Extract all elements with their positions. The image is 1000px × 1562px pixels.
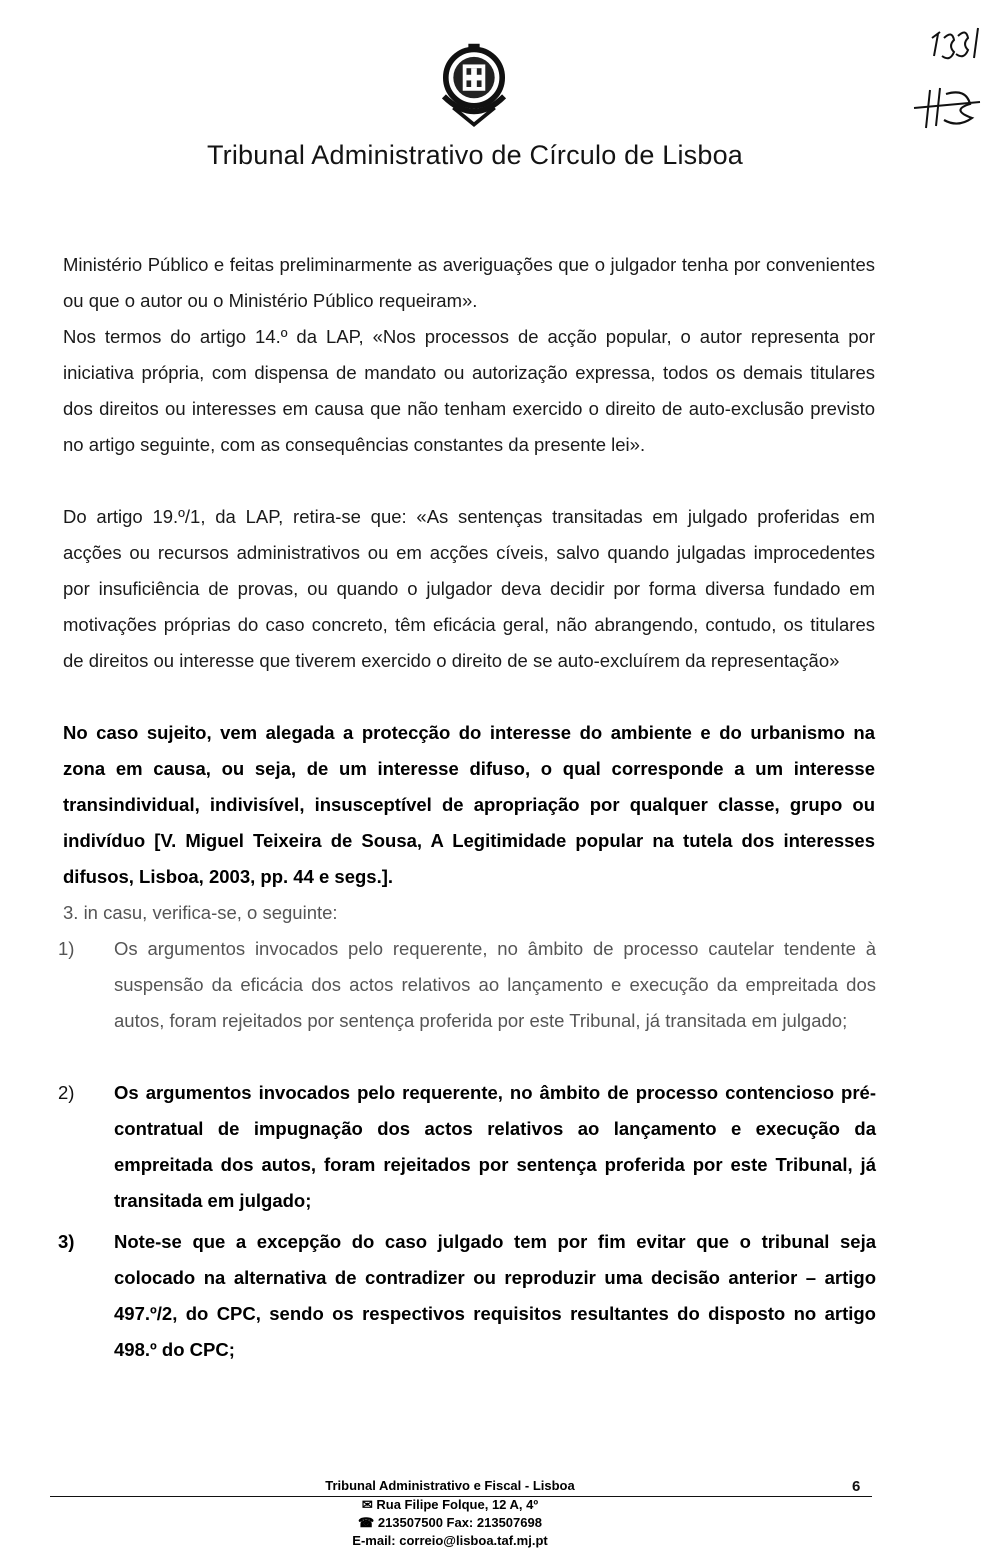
page-number: 6 [852,1478,861,1495]
list-item [58,931,876,1075]
paragraph: No caso sujeito, vem alegada a protecção do interesse do ambiente e do urbanismo na zona em causa, ou seja, de um interesse difuso, o qual corresponde a um interesse transindividual, indivisível, insusceptível de apropriação por qualquer classe, grupo ou indivíduo [V. Miguel Teixeira de Sousa, A Legitimidade popular na tutela dos interesses difusos, Lisboa, 2003, pp. 44 e segs.]. [63,722,875,887]
paragraph: Do artigo 19.º/1, da LAP, retira-se que: «As sentenças transitadas em julgado proferidas em acções ou recursos administrativos ou em acções cíveis, salvo quando julgadas improcedentes por insuficiência de provas, ou quando o julgador deva decidir por forma diversa fundado em motivações próprias do caso concreto, têm eficácia geral, não abrangendo, contudo, os titulares de direitos ou interesse que tiverem exercido o direito de se auto-excluírem da representação» [63,506,875,671]
list-text: Os argumentos invocados pelo requerente, no âmbito de processo contencioso pré-contratual de impugnação dos actos relativos ao lançamento e execução da empreitada dos autos, foram rejeitados por sentença proferida por este Tribunal, já transitada em julgado; [114,1082,876,1211]
footer-address: ✉ Rua Filipe Folque, 12 A, 4º [361,1497,539,1512]
list-text: Os argumentos invocados pelo requerente, no âmbito de processo cautelar tendente à suspensão da eficácia dos actos relativos ao lançamento e execução da empreitada dos autos, foram rejeitados por sentença proferida por este Tribunal, já transitada em julgado; [114,938,876,1031]
list-text: Note-se que a excepção do caso julgado tem por fim evitar que o tribunal seja colocado na alternativa de contradizer ou reproduzir uma decisão anterior – artigo 497.º/2, do CPC, sendo os respectivos requisitos resultantes do disposto no artigo 498.º do CPC; [114,1231,876,1360]
footer-email: E-mail: correio@lisboa.taf.mj.pt [352,1533,548,1548]
section-heading: 3. in casu, verifica-se, o seguinte: [63,902,338,923]
list-number: 2) [58,1082,75,1103]
footer-phone: ☎ 213507500 Fax: 213507698 [358,1515,542,1530]
list-item [58,1224,876,1368]
handwritten-mark [910,84,984,130]
document-body [63,247,875,931]
paragraph: Ministério Público e feitas preliminarmente as averiguações que o julgador tenha por convenientes ou que o autor ou o Ministério Público requeiram». [63,254,875,311]
paragraph: Nos termos do artigo 14.º da LAP, «Nos processos de acção popular, o autor representa por iniciativa própria, com dispensa de mandato ou autorização expressa, todos os demais titulares dos direitos ou interesses em causa que não tenham exercido o direito de auto-exclusão previsto no artigo seguinte, com as consequências constantes da presente lei». [63,326,875,455]
court-title: Tribunal Administrativo de Círculo de Lisboa [206,140,744,170]
numbered-list [58,931,876,1368]
footer-institution: Tribunal Administrativo e Fiscal - Lisboa [325,1478,575,1493]
list-number: 1) [58,938,75,959]
list-number: 3) [58,1231,75,1252]
list-item [58,1075,876,1224]
footer-rule [50,1496,872,1497]
handwritten-page-number [928,26,988,70]
coat-of-arms-icon [427,40,521,134]
